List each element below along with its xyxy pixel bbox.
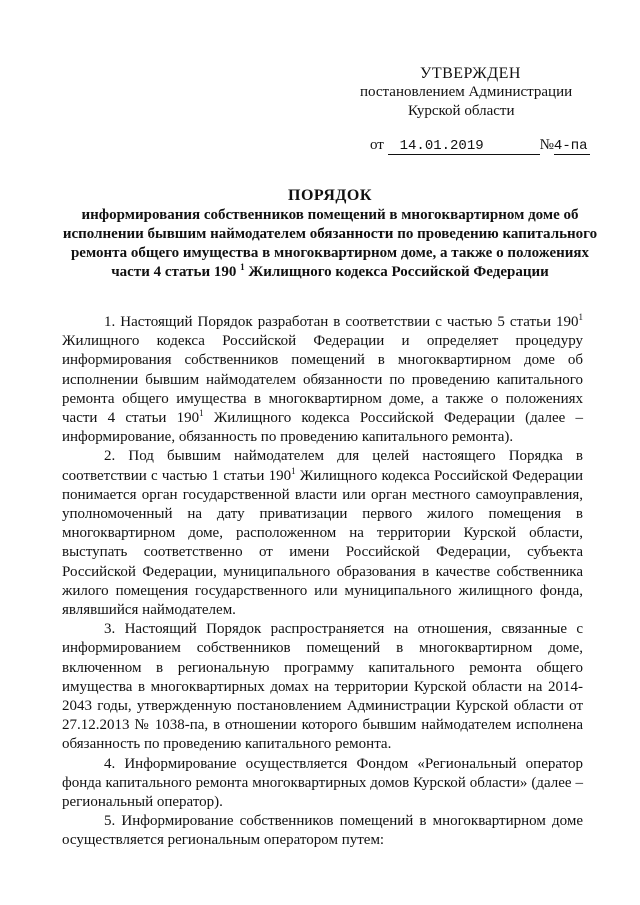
decree-number: 4-па xyxy=(554,138,590,155)
p1-text-c: Жилищного кодекса Российской Федерации (далее – информирование, обязанность по проведению капитального ремонта). xyxy=(62,410,583,446)
subtitle-superscript: 1 xyxy=(240,262,245,272)
subtitle-text-a: информирования собственников помещений в многоквартирном доме об исполнении бывшим наймодателем обязанности по проведению капитального ремонта общего имущества в многоквартирном доме, а также о положениях части 4 статьи 190 xyxy=(62,207,598,280)
paragraph-5: 5. Информирование собственников помещений в многоквартирном доме осуществляется региональным оператором путем: xyxy=(62,813,583,849)
from-label: от xyxy=(370,137,384,153)
p1-superscript-2: 1 xyxy=(199,408,204,419)
p1-text-a: 1. Настоящий Порядок разработан в соответствии с частью 5 статьи 190 xyxy=(104,314,579,330)
p2-superscript: 1 xyxy=(291,465,296,476)
p2-text-b: Жилищного кодекса Российской Федерации понимается орган государственной власти или орган местного самоуправления, уполномоченный на дату приватизации первого жилого помещения в многоквартирном доме, расположенном на территории Курской области, выступать соответственно от имени Российской Федерации, субъекта Российской Федерации, муниципального образования в качестве собственника жилого помещения государственного или муниципального жилищного фонда, являвшийся наймодателем. xyxy=(62,467,583,619)
paragraph-4: 4. Информирование осуществляется Фондом «Региональный оператор фонда капитального ремонта многоквартирных домов Курской области» (далее – региональный оператор). xyxy=(62,755,583,811)
paragraph-3: 3. Настоящий Порядок распространяется на отношения, связанные с информированием собственников помещений в многоквартирном доме, включенном в региональную программу капитального ремонта общего имущества в многоквартирных домах на территории Курской области на 2014-2043 годы, утвержденную постановлением Администрации Курской области от 27.12.2013 № 1038-па, в отношении которого бывшим наймодателем исполнена обязанность по проведению капитального ремонта. xyxy=(62,621,583,753)
approval-line-2: Курской области xyxy=(408,103,515,119)
date-number-line xyxy=(370,137,590,155)
paragraph-2 xyxy=(62,447,583,620)
document-title xyxy=(60,186,600,282)
title-main: ПОРЯДОК xyxy=(288,187,372,204)
number-label: № xyxy=(539,137,554,153)
approval-block xyxy=(360,64,600,121)
subtitle-text-b: Жилищного кодекса Российской Федерации xyxy=(244,264,549,280)
document-body xyxy=(62,313,583,851)
decree-date: 14.01.2019 xyxy=(388,138,540,155)
title-subtitle xyxy=(60,206,600,282)
p1-text-b: Жилищного кодекса Российской Федерации и определяет процедуру информирования собственников помещений в многоквартирном доме об исполнении бывшим наймодателем обязанности по проведению капитального ремонта общего имущества в многоквартирном доме, а также о положениях части 4 статьи 190 xyxy=(62,333,583,427)
paragraph-1 xyxy=(62,313,583,447)
p2-text-a: 2. Под бывшим наймодателем для целей настоящего Порядка в соответствии с частью 1 статьи 190 xyxy=(62,448,583,484)
approval-heading: УТВЕРЖДЕН xyxy=(420,65,521,82)
p1-superscript-1: 1 xyxy=(578,312,583,322)
approval-line-1: постановлением Администрации xyxy=(360,84,573,100)
